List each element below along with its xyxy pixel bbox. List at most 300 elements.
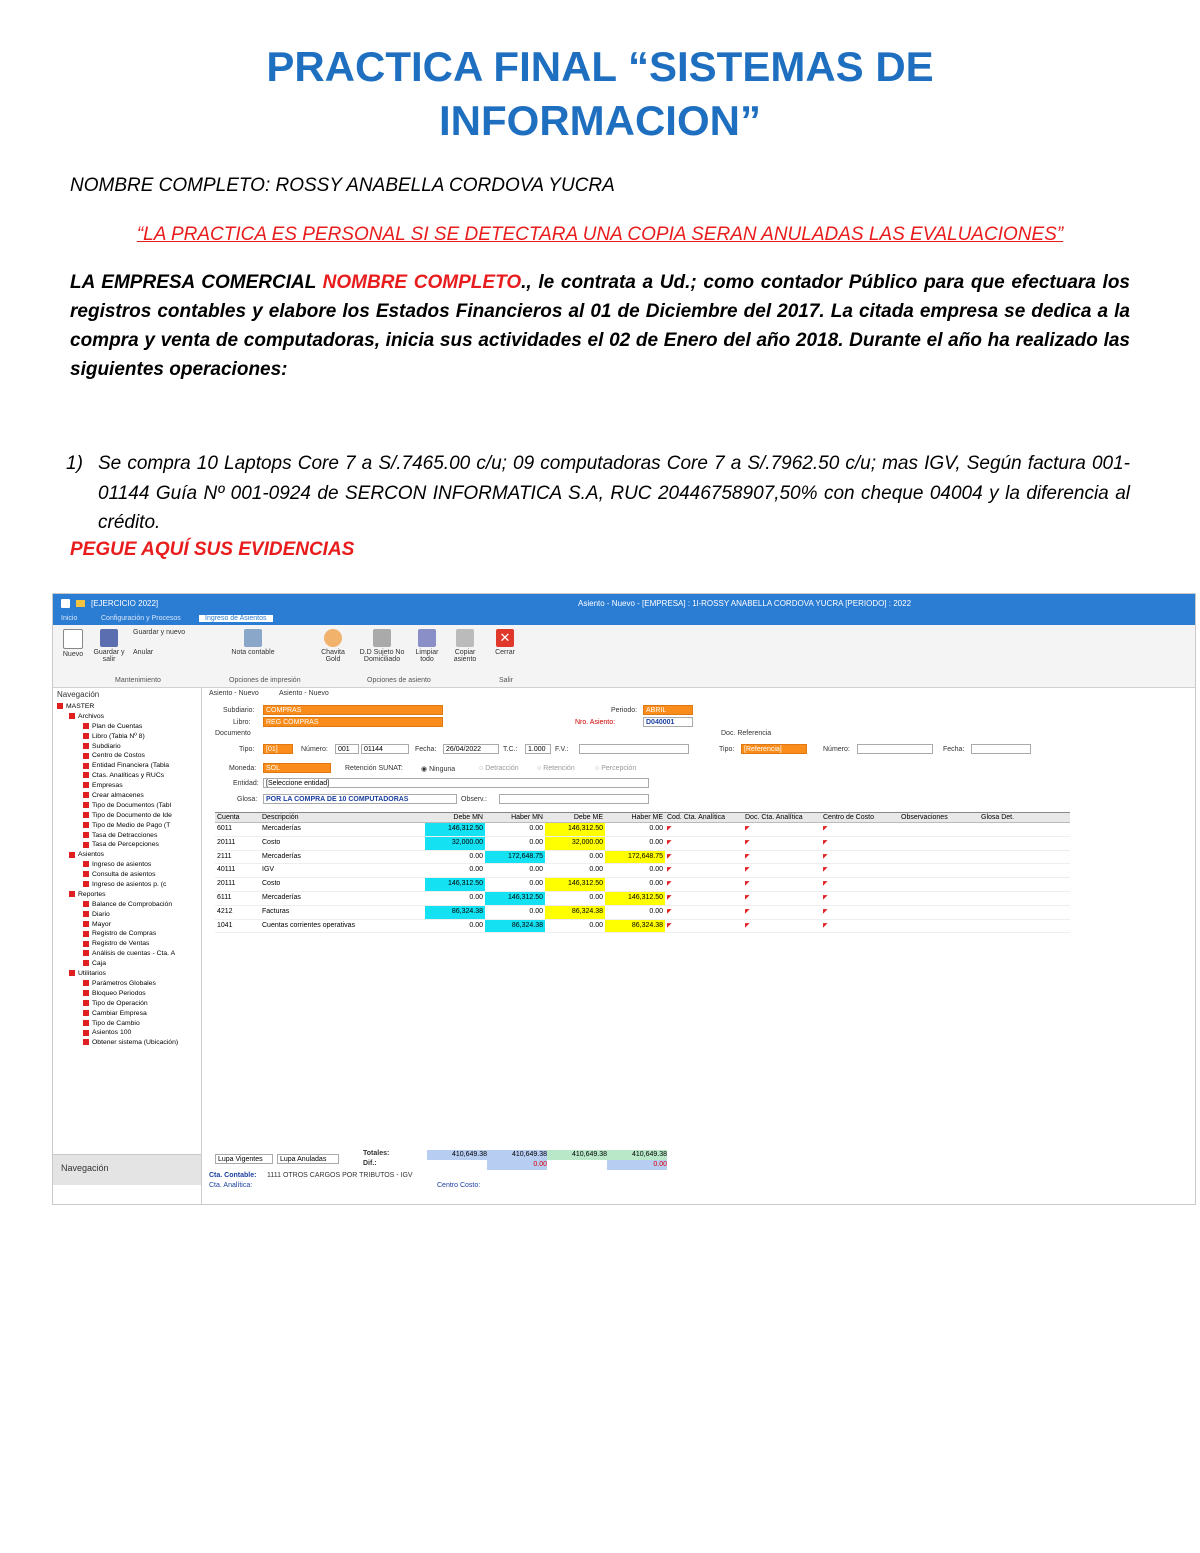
grid-column-header[interactable]: Haber MN	[511, 814, 543, 821]
nav-tree-label: Entidad Financiera (Tabla	[92, 762, 170, 770]
grid-cell-empty[interactable]	[979, 851, 1019, 864]
nav-tree-item[interactable]	[57, 702, 201, 712]
grid-cell-empty[interactable]	[743, 864, 821, 877]
nav-tree-label: Parámetros Globales	[92, 979, 156, 987]
folder-icon	[57, 703, 63, 709]
grid-cell[interactable]: 0.00	[469, 852, 483, 860]
grid-cell-empty[interactable]	[821, 906, 899, 919]
grid-column-header[interactable]: Observaciones	[901, 814, 948, 821]
tab-configuracion[interactable]: Configuración y Procesos	[101, 615, 181, 622]
grid-cell[interactable]: Mercaderías	[262, 852, 301, 860]
grid-cell-empty[interactable]	[743, 920, 821, 933]
nav-tree-label: Archivos	[78, 712, 105, 720]
grid-cell[interactable]: Costo	[262, 838, 281, 846]
nav-tree-item[interactable]	[57, 900, 201, 910]
nav-tree-item[interactable]	[57, 840, 201, 850]
nav-tree-item[interactable]	[57, 920, 201, 930]
grid-cell[interactable]: 0.00	[589, 866, 603, 874]
total-debe-me: 410,649.38	[547, 1150, 607, 1160]
fecha-field[interactable]: 26/04/2022	[443, 744, 499, 754]
table-row[interactable]	[215, 892, 1070, 906]
grid-cell[interactable]: 0.00	[529, 838, 543, 846]
nav-tree-label: Balance de Comprobación	[92, 900, 173, 908]
grid-cell[interactable]: Mercaderías	[262, 893, 301, 901]
nav-tree-label: Ingreso de asientos	[92, 861, 152, 869]
navigation-footer[interactable]	[53, 1154, 201, 1185]
nav-tree-label: Reportes	[78, 890, 106, 898]
grid-cell[interactable]: 0.00	[529, 866, 543, 874]
new-button[interactable]	[55, 629, 91, 658]
grid-cell-empty[interactable]	[743, 837, 821, 850]
copy-entry-button[interactable]	[447, 629, 483, 663]
table-icon	[83, 990, 89, 996]
nav-tree-item[interactable]	[57, 959, 201, 969]
grid-cell[interactable]: 40111	[217, 866, 236, 874]
table-icon	[83, 772, 89, 778]
grid-cell[interactable]: Mercaderías	[262, 825, 301, 832]
grid-cell-empty[interactable]	[979, 892, 1019, 905]
grid-cell[interactable]: 32,000.00	[545, 837, 605, 850]
table-icon	[83, 842, 89, 848]
nav-tree-label: Tipo de Documentos (Tabl	[92, 801, 172, 809]
cta-analitica-label: Cta. Analítica:	[209, 1182, 253, 1189]
grid-cell[interactable]: Facturas	[262, 907, 290, 915]
glosa-label: Glosa:	[237, 796, 258, 803]
retencion-label: Retención SUNAT:	[345, 765, 403, 772]
nav-tree-item[interactable]	[57, 890, 201, 900]
grid-cell[interactable]: 2111	[217, 852, 232, 860]
nav-tree-item[interactable]	[57, 910, 201, 920]
grid-cell-empty[interactable]	[821, 851, 899, 864]
grid-cell-empty[interactable]	[899, 878, 979, 891]
grid-cell-empty[interactable]	[899, 906, 979, 919]
clear-all-label: Limpiar todo	[415, 649, 439, 663]
chavita-button[interactable]	[315, 629, 351, 663]
grid-cell-empty[interactable]	[979, 864, 1019, 877]
grid-cell[interactable]: 20111	[217, 838, 236, 846]
flag-icon: ◤	[823, 839, 828, 846]
non-domiciled-label: D.D Sujeto No Domiciliado	[359, 649, 405, 663]
flag-icon: ◤	[667, 853, 672, 860]
grid-cell[interactable]: Costo	[262, 880, 281, 888]
nav-tree-item[interactable]	[57, 1028, 201, 1038]
copy-icon	[456, 629, 474, 647]
nav-tree-item[interactable]	[57, 979, 201, 989]
student-name: NOMBRE COMPLETO: ROSSY ANABELLA CORDOVA YUCRA	[70, 175, 615, 196]
grid-cell-empty[interactable]	[665, 892, 743, 905]
moneda-label: Moneda:	[229, 765, 257, 772]
tab-inicio[interactable]: Inicio	[61, 615, 78, 622]
table-icon	[83, 743, 89, 749]
save-new-button[interactable]	[133, 629, 203, 636]
grid-cell[interactable]: 86,324.38	[545, 906, 605, 919]
nav-tree-item[interactable]	[57, 821, 201, 831]
grid-cell[interactable]: 0.00	[469, 866, 483, 874]
question-number: 1)	[66, 453, 83, 474]
grid-cell[interactable]: 0.00	[649, 907, 663, 915]
numero-ref-label: Número:	[823, 746, 850, 753]
close-label: Cerrar	[495, 649, 515, 656]
libro-field[interactable]: REG COMPRAS	[263, 717, 443, 727]
grid-cell[interactable]: 1041	[217, 921, 233, 929]
entidad-label: Entidad:	[233, 780, 259, 787]
fv-field[interactable]	[579, 744, 689, 754]
periodo-label: Periodo:	[611, 707, 638, 714]
tipo-label: Tipo:	[239, 746, 255, 753]
nav-tree-label: Asientos	[78, 851, 105, 859]
totales-label: Totales:	[363, 1150, 390, 1157]
lupa-anuladas-button[interactable]: Lupa Anuladas	[277, 1154, 339, 1164]
save-exit-button[interactable]	[91, 629, 127, 663]
nav-tree-label: Obtener sistema (Ubicación)	[92, 1039, 179, 1047]
nav-tree-label: Centro de Costos	[92, 752, 145, 760]
save-new-label: Guardar y nuevo	[133, 629, 186, 636]
grid-column-header[interactable]: Cod. Cta. Analítica	[667, 814, 725, 821]
close-button[interactable]	[487, 629, 523, 656]
grid-cell-empty[interactable]	[979, 823, 1019, 836]
nav-tree-item[interactable]	[57, 781, 201, 791]
nav-tree-item[interactable]	[57, 1019, 201, 1029]
flag-icon: ◤	[745, 908, 750, 915]
nav-tree-label: Diario	[92, 910, 110, 918]
tipo-ref-field[interactable]: [Referencia]	[741, 744, 807, 754]
table-icon	[83, 763, 89, 769]
credit-note-button[interactable]	[225, 629, 281, 656]
dif-mn: 0.00	[487, 1160, 547, 1170]
nav-tree-item[interactable]	[57, 860, 201, 870]
grid-cell-empty[interactable]	[665, 906, 743, 919]
nav-tree-label: Tipo de Medio de Pago (T	[92, 821, 171, 829]
grid-cell-empty[interactable]	[821, 920, 899, 933]
table-icon	[83, 960, 89, 966]
void-button[interactable]	[133, 649, 183, 656]
grid-cell[interactable]: 0.00	[469, 893, 483, 901]
nav-tree-item[interactable]	[57, 880, 201, 890]
grid-cell[interactable]: 146,312.50	[545, 823, 605, 836]
serie-field[interactable]: 001	[335, 744, 359, 754]
flag-icon: ◤	[745, 867, 750, 874]
entidad-field[interactable]: [Seleccione entidad]	[263, 778, 649, 788]
grid-column-header[interactable]: Haber ME	[631, 814, 663, 821]
nav-tree-item[interactable]	[57, 999, 201, 1009]
grid-cell-empty[interactable]	[821, 892, 899, 905]
grid-cell-empty[interactable]	[821, 864, 899, 877]
grid-column-header[interactable]: Glosa Det.	[981, 814, 1015, 821]
grid-cell[interactable]: 0.00	[649, 880, 663, 888]
observ-field[interactable]	[499, 794, 649, 804]
evidence-screenshot	[52, 593, 1196, 1205]
radio-ninguna-label: Ninguna	[429, 766, 456, 773]
table-row[interactable]	[215, 851, 1070, 865]
radio-ninguna[interactable]: ◉ Ninguna	[421, 766, 456, 773]
nav-tree-item[interactable]	[57, 929, 201, 939]
grid-cell[interactable]: 86,324.38	[425, 906, 485, 919]
grid-cell[interactable]: 0.00	[529, 880, 543, 888]
nav-tree-item[interactable]	[57, 791, 201, 801]
totals-area	[209, 1150, 1065, 1190]
intro-paragraph	[70, 268, 1130, 384]
table-icon	[83, 871, 89, 877]
grid-cell-empty[interactable]	[899, 920, 979, 933]
grid-cell-empty[interactable]	[743, 823, 821, 836]
grid-cell-empty[interactable]	[665, 837, 743, 850]
question-1	[66, 449, 1130, 538]
fecha-ref-field[interactable]	[971, 744, 1031, 754]
table-icon	[83, 812, 89, 818]
grid-cell[interactable]: 172,648.75	[605, 851, 665, 864]
grid-cell[interactable]: 0.00	[529, 825, 543, 832]
nav-tree-item[interactable]	[57, 801, 201, 811]
numero-field[interactable]: 01144	[361, 744, 409, 754]
observ-label: Observ.:	[461, 796, 487, 803]
grid-cell-empty[interactable]	[665, 823, 743, 836]
grid-cell-empty[interactable]	[821, 878, 899, 891]
credit-note-label: Nota contable	[231, 649, 275, 656]
table-icon	[83, 1000, 89, 1006]
nav-tree-item[interactable]	[57, 939, 201, 949]
flag-icon: ◤	[745, 922, 750, 929]
nav-tree-item[interactable]	[57, 712, 201, 722]
grid-cell[interactable]: 32,000.00	[425, 837, 485, 850]
group-print: Opciones de impresión	[229, 677, 301, 684]
table-icon	[83, 832, 89, 838]
periodo-field[interactable]: ABRIL	[643, 705, 693, 715]
nav-tree-label: Tasa de Detracciones	[92, 831, 158, 839]
grid-cell-empty[interactable]	[979, 920, 1019, 933]
nav-tree-label: Cambiar Empresa	[92, 1009, 147, 1017]
intro-company-name: NOMBRE COMPLETO	[322, 272, 522, 293]
grid-cell[interactable]: 0.00	[529, 907, 543, 915]
nav-tree-label: Tipo de Documento de Ide	[92, 811, 172, 819]
folder-icon	[76, 600, 85, 607]
grid-cell[interactable]: 146,312.50	[425, 878, 485, 891]
radio-retencion[interactable]: ○ Retención	[537, 765, 575, 772]
flag-icon: ◤	[667, 826, 672, 832]
new-button-label: Nuevo	[62, 651, 84, 658]
breadcrumb-2[interactable]: Asiento - Nuevo	[279, 690, 329, 697]
flag-icon: ◤	[667, 867, 672, 874]
grid-cell[interactable]: 0.00	[589, 852, 603, 860]
tipo-field[interactable]: [01]	[263, 744, 293, 754]
grid-cell-empty[interactable]	[899, 823, 979, 836]
numero-label: Número:	[301, 746, 328, 753]
grid-cell[interactable]: 0.00	[649, 838, 663, 846]
libro-label: Libro:	[233, 719, 251, 726]
grid-cell-empty[interactable]	[899, 837, 979, 850]
grid-column-header[interactable]: Cuenta	[217, 814, 240, 821]
nav-tree-item[interactable]	[57, 761, 201, 771]
grid-cell-empty[interactable]	[979, 906, 1019, 919]
table-row[interactable]	[215, 906, 1070, 920]
glosa-field[interactable]: POR LA COMPRA DE 10 COMPUTADORAS	[263, 794, 457, 804]
folder-icon	[69, 713, 75, 719]
table-row[interactable]	[215, 864, 1070, 878]
clear-all-button[interactable]	[409, 629, 445, 663]
grid-body	[215, 823, 1070, 933]
grid-cell[interactable]: 146,312.50	[605, 892, 665, 905]
nav-tree-item[interactable]	[57, 969, 201, 979]
radio-percepcion[interactable]: ○ Percepción	[595, 765, 637, 772]
grid-cell[interactable]: 0.00	[469, 921, 483, 929]
radio-percepcion-label: Percepción	[601, 765, 637, 772]
nav-tree-label: Tasa de Percepciones	[92, 841, 159, 849]
printer-icon	[244, 629, 262, 647]
table-icon	[83, 901, 89, 907]
grid-cell-empty[interactable]	[743, 892, 821, 905]
nav-tree-item[interactable]	[57, 870, 201, 880]
grid-cell-empty[interactable]	[979, 837, 1019, 850]
numero-ref-field[interactable]	[857, 744, 933, 754]
nav-tree-item[interactable]	[57, 850, 201, 860]
nav-tree-label: Registro de Compras	[92, 930, 157, 938]
table-icon	[83, 931, 89, 937]
nav-tree-item[interactable]	[57, 831, 201, 841]
table-icon	[83, 950, 89, 956]
nav-tree-label: Bloqueo Periodos	[92, 989, 146, 997]
table-icon	[83, 881, 89, 887]
copy-warning: “LA PRACTICA ES PERSONAL SI SE DETECTARA UNA COPIA SERAN ANULADAS LAS EVALUACIONES”	[136, 224, 1064, 245]
nav-tree-item[interactable]	[57, 949, 201, 959]
grid-cell-empty[interactable]	[665, 864, 743, 877]
grid-column-header[interactable]: Debe MN	[453, 814, 483, 821]
grid-cell[interactable]: 0.00	[589, 893, 603, 901]
tc-field[interactable]: 1.000	[525, 744, 551, 754]
table-row[interactable]	[215, 823, 1070, 837]
grid-cell-empty[interactable]	[665, 878, 743, 891]
radio-detraccion[interactable]: ○ Detracción	[479, 765, 519, 772]
breadcrumb-1[interactable]: Asiento - Nuevo	[209, 690, 259, 697]
grid-cell[interactable]: 86,324.38	[485, 920, 545, 933]
subdiario-field[interactable]: COMPRAS	[263, 705, 443, 715]
table-icon	[83, 723, 89, 729]
dif-label: Dif.:	[363, 1160, 377, 1167]
nav-tree-label: Plan de Cuentas	[92, 722, 143, 730]
window-title: Asiento - Nuevo - [EMPRESA] : 1l-ROSSY ANABELLA CORDOVA YUCRA [PERIODO] : 2022	[578, 599, 912, 608]
entry-grid	[215, 812, 1070, 933]
grid-cell[interactable]: 146,312.50	[425, 823, 485, 836]
flag-icon: ◤	[823, 922, 828, 929]
tipo-ref-label: Tipo:	[719, 746, 735, 753]
nav-tree-item[interactable]	[57, 1038, 201, 1048]
nav-tree-item[interactable]	[57, 751, 201, 761]
grid-cell[interactable]: 20111	[217, 880, 236, 888]
grid-cell[interactable]: 86,324.38	[605, 920, 665, 933]
flag-icon: ◤	[667, 894, 672, 901]
nro-asiento-field[interactable]: D040001	[643, 717, 693, 727]
navigation-footer-label: Navegación	[61, 1163, 109, 1173]
nav-tree-item[interactable]	[57, 742, 201, 752]
moneda-field[interactable]: SOL	[263, 763, 331, 773]
grid-cell-empty[interactable]	[743, 851, 821, 864]
grid-cell-empty[interactable]	[821, 823, 899, 836]
grid-column-header[interactable]: Descripción	[262, 814, 299, 821]
flag-icon: ◤	[745, 839, 750, 846]
lupa-vigentes-button[interactable]: Lupa Vigentes	[215, 1154, 273, 1164]
save-exit-label: Guardar y salir	[93, 649, 125, 663]
nav-tree-label: Análisis de cuentas - Cta. A	[92, 950, 176, 958]
save-icon	[100, 629, 118, 647]
grid-header	[215, 813, 1070, 823]
nav-tree-item[interactable]	[57, 811, 201, 821]
grid-column-header[interactable]: Debe ME	[573, 814, 603, 821]
table-row[interactable]	[215, 837, 1070, 851]
grid-cell[interactable]: 0.00	[649, 866, 663, 874]
grid-cell[interactable]: 4212	[217, 907, 233, 915]
nav-tree-label: Tipo de Operación	[92, 999, 148, 1007]
flag-icon: ◤	[745, 853, 750, 860]
grid-column-header[interactable]: Doc. Cta. Analítica	[745, 814, 803, 821]
nav-tree-item[interactable]	[57, 989, 201, 999]
nav-tree-item[interactable]	[57, 732, 201, 742]
table-row[interactable]	[215, 920, 1070, 934]
table-icon	[83, 782, 89, 788]
grid-cell-empty[interactable]	[899, 851, 979, 864]
flag-icon: ◤	[745, 826, 750, 832]
nav-tree-label: Registro de Ventas	[92, 940, 150, 948]
evidence-label: PEGUE AQUÍ SUS EVIDENCIAS	[70, 539, 355, 560]
void-label: Anular	[133, 649, 154, 656]
grid-cell[interactable]: 0.00	[649, 825, 663, 832]
grid-cell[interactable]: 146,312.50	[485, 892, 545, 905]
doc-referencia-label: Doc. Referencia	[721, 730, 772, 737]
tc-label: T.C.:	[503, 746, 518, 753]
grid-cell[interactable]: 6111	[217, 893, 232, 901]
grid-column-header[interactable]: Centro de Costo	[823, 814, 874, 821]
close-icon: ✕	[496, 629, 514, 647]
radio-retencion-label: Retención	[543, 765, 575, 772]
nav-tree-item[interactable]	[57, 722, 201, 732]
grid-cell-empty[interactable]	[821, 837, 899, 850]
nav-tree-item[interactable]	[57, 771, 201, 781]
documento-label: Documento	[215, 730, 251, 737]
grid-cell[interactable]: 172,648.75	[485, 851, 545, 864]
total-haber-me: 410,649.38	[607, 1150, 667, 1160]
app-titlebar	[53, 594, 1195, 614]
grid-cell-empty[interactable]	[899, 864, 979, 877]
table-icon	[83, 861, 89, 867]
tab-ingreso-asientos[interactable]: Ingreso de Asientos	[199, 615, 273, 622]
grid-cell-empty[interactable]	[665, 851, 743, 864]
title-line-1: PRACTICA FINAL “SISTEMAS DE	[266, 43, 934, 90]
table-icon	[83, 792, 89, 798]
title-line-2: INFORMACION”	[439, 97, 761, 144]
nav-tree-label: Ingreso de asientos p. (c	[92, 881, 167, 889]
table-row[interactable]	[215, 878, 1070, 892]
new-document-icon	[63, 629, 83, 649]
grid-cell-empty[interactable]	[743, 906, 821, 919]
dif-me: 0.00	[607, 1160, 667, 1170]
grid-cell[interactable]: 6011	[217, 825, 233, 832]
ribbon	[53, 625, 1195, 688]
grid-cell-empty[interactable]	[979, 878, 1019, 891]
fecha-label: Fecha:	[415, 746, 437, 753]
grid-cell[interactable]: Cuentas corrientes operativas	[262, 921, 355, 929]
grid-cell[interactable]: 146,312.50	[545, 878, 605, 891]
grid-cell-empty[interactable]	[665, 920, 743, 933]
flag-icon: ◤	[823, 908, 828, 915]
grid-cell-empty[interactable]	[743, 878, 821, 891]
non-domiciled-button[interactable]	[359, 629, 405, 663]
flag-icon: ◤	[667, 839, 672, 846]
navigation-tree	[57, 702, 201, 1048]
flag-icon: ◤	[745, 894, 750, 901]
cta-contable-label: Cta. Contable:	[209, 1172, 257, 1179]
nav-tree-item[interactable]	[57, 1009, 201, 1019]
grid-cell-empty[interactable]	[899, 892, 979, 905]
group-maintenance: Mantenimiento	[115, 677, 161, 684]
grid-cell[interactable]: 0.00	[589, 921, 603, 929]
grid-cell[interactable]: IGV	[262, 866, 275, 874]
